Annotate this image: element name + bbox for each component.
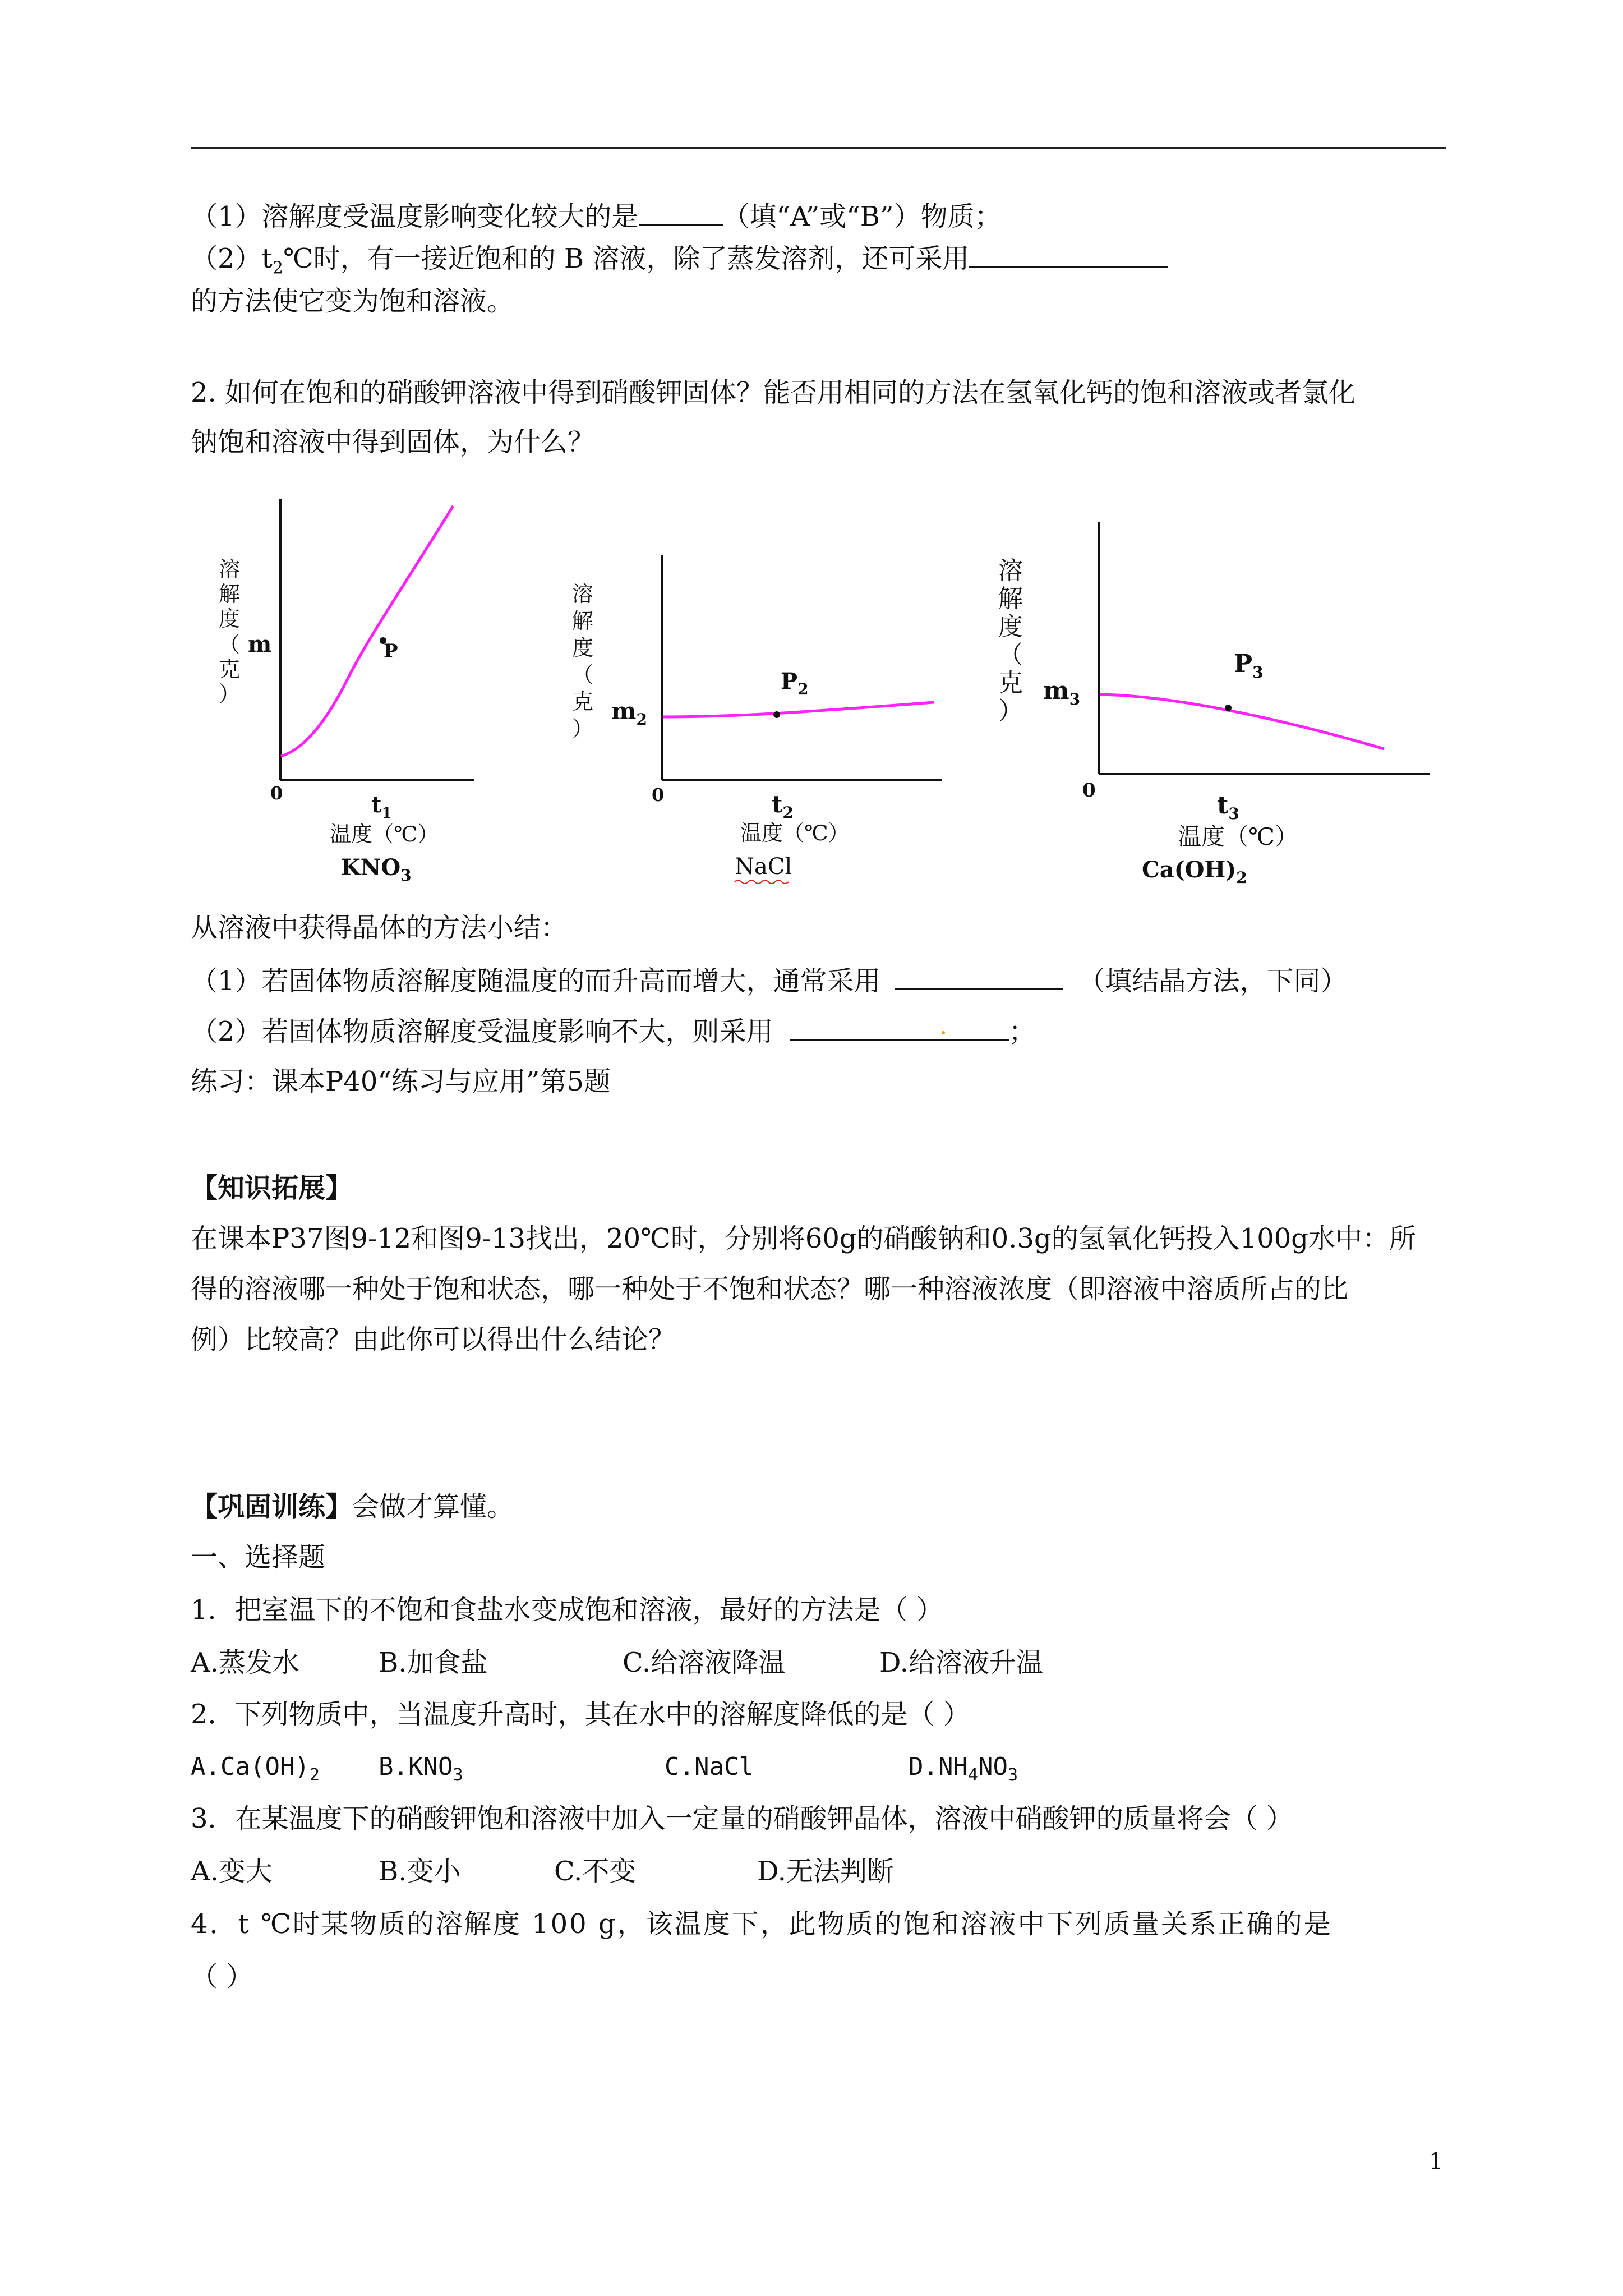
y-label-1: 溶 — [219, 557, 241, 582]
point-label: $P_2$ — [781, 668, 809, 698]
y-label-6: ） — [219, 682, 241, 706]
option-a[interactable]: A.变大 — [191, 1856, 273, 1887]
solubility-graph-nacl — [566, 539, 948, 898]
subscript: 2 — [272, 258, 283, 278]
option-d[interactable]: D.给溶液升温 — [879, 1647, 1044, 1678]
answer-blank[interactable] — [639, 199, 723, 226]
q1-line-3: 的方法使它变为饱和溶液。 — [191, 286, 514, 317]
question-3-stem: 3．在某温度下的硝酸钾饱和溶液中加入一定量的硝酸钾晶体，溶液中硝酸钾的质量将会（ ） — [191, 1803, 1293, 1834]
substance-label: NaCl — [735, 854, 792, 880]
y-label-1: 溶 — [572, 582, 594, 606]
y-label-2: 解 — [572, 609, 594, 633]
option-a[interactable]: A.蒸发水 — [191, 1647, 299, 1678]
extension-line-2: 得的溶液哪一种处于饱和状态，哪一种处于不饱和状态？哪一种溶液浓度（即溶液中溶质所占的比 — [191, 1273, 1349, 1305]
substance-label: $KNO_3$ — [341, 854, 412, 885]
y-tick-m2: $m_2$ — [611, 697, 647, 729]
spellcheck-underline — [735, 880, 789, 884]
y-tick-m3: $m_3$ — [1043, 677, 1081, 708]
solubility-curve — [663, 702, 934, 717]
option-b[interactable]: B.变小 — [379, 1856, 461, 1887]
y-label-3: 度 — [998, 613, 1023, 641]
q1-text: （2）t — [191, 243, 273, 274]
point-p2 — [773, 711, 780, 718]
y-label-2: 解 — [219, 582, 241, 606]
extension-line-3: 例）比较高？由此你可以得出什么结论？ — [191, 1324, 676, 1355]
extension-line-1: 在课本P37图9-12和图9-13找出，20℃时，分别将60g的硝酸钠和0.3g的氢氧化钙投入100g水中：所 — [191, 1223, 1417, 1254]
page-number: 1 — [1429, 2148, 1444, 2174]
y-label-4: （ — [998, 641, 1023, 669]
summary-title: 从溶液中获得晶体的方法小结： — [191, 912, 568, 944]
y-tick-m: m — [248, 631, 272, 657]
y-label-6: ） — [998, 697, 1023, 725]
summary-text-tail: （填结晶方法，下同） — [1078, 965, 1348, 997]
option-c[interactable]: C.NaCl — [665, 1752, 754, 1781]
x-tick-t2: $t_2$ — [772, 790, 794, 822]
y-label-1: 溶 — [998, 556, 1023, 585]
option-a[interactable]: $A.Ca(OH)_2$ — [191, 1752, 320, 1785]
option-d[interactable]: D.无法判断 — [757, 1856, 895, 1887]
q1-line-1 — [191, 199, 1002, 233]
x-axis-label: 温度（℃） — [740, 821, 850, 845]
y-label-3: 度 — [572, 636, 594, 660]
y-label-5: 克 — [998, 669, 1023, 697]
solubility-graph-caoh2 — [987, 516, 1436, 898]
x-axis-label: 温度（℃） — [330, 822, 439, 846]
training-heading-label: 【巩固训练】 — [191, 1491, 353, 1522]
x-tick-t: $t_1$ — [371, 792, 392, 822]
q1-text: ℃时，有一接近饱和的 B 溶液，除了蒸发溶剂，还可采用 — [283, 243, 970, 274]
option-b[interactable]: $B.KNO_3$ — [379, 1752, 463, 1785]
q2-line-2: 钠饱和溶液中得到固体，为什么？ — [191, 426, 595, 458]
x-axis-label: 温度（℃） — [1178, 823, 1298, 850]
q1-text-tail: （填“A”或“B”）物质； — [722, 201, 1002, 232]
option-c[interactable]: C.不变 — [554, 1856, 637, 1887]
origin-label: 0 — [652, 784, 665, 806]
option-c[interactable]: C.给溶液降温 — [623, 1647, 786, 1678]
y-label-4: （ — [219, 632, 241, 657]
answer-blank[interactable] — [969, 241, 1168, 268]
question-4-line-2: （ ） — [191, 1961, 253, 1993]
section-title: 一、选择题 — [191, 1542, 326, 1573]
y-label-5: 克 — [219, 657, 241, 682]
extension-heading: 【知识拓展】 — [191, 1172, 353, 1204]
question-2-stem: 2．下列物质中，当温度升高时，其在水中的溶解度降低的是（ ） — [191, 1699, 970, 1730]
x-tick-t3: $t_3$ — [1217, 791, 1239, 823]
solubility-curve — [1100, 694, 1384, 749]
y-label-5: 克 — [572, 689, 594, 714]
q2-line-1: 2. 如何在饱和的硝酸钾溶液中得到硝酸钾固体？能否用相同的方法在氢氧化钙的饱和溶液或者氯化 — [191, 377, 1356, 408]
y-label-2: 解 — [998, 585, 1023, 613]
summary-text: （1）若固体物质溶解度随温度的而升高而增大，通常采用 — [191, 965, 881, 997]
question-4-line-1: 4．t ℃时某物质的溶解度 100 g，该温度下，此物质的饱和溶液中下列质量关系正确的是 — [191, 1908, 1332, 1940]
summary-text-tail: ； — [1008, 1016, 1036, 1047]
y-label-6: ） — [572, 716, 594, 741]
point-p3 — [1225, 705, 1232, 711]
header-rule — [191, 147, 1446, 149]
summary-item-1 — [191, 964, 1348, 998]
point-label: $P_3$ — [1234, 650, 1264, 682]
training-heading — [191, 1490, 514, 1524]
answer-blank[interactable] — [895, 964, 1063, 990]
solubility-graph-kno3 — [208, 494, 477, 898]
origin-label: 0 — [1082, 779, 1096, 802]
marker-dot — [942, 1031, 945, 1034]
solubility-curve — [281, 506, 453, 756]
y-label-3: 度 — [219, 606, 241, 631]
training-heading-suffix: 会做才算懂。 — [352, 1491, 514, 1522]
point-label: P — [384, 640, 398, 662]
substance-label: $Ca(OH)_2$ — [1142, 857, 1247, 887]
origin-label: 0 — [270, 783, 283, 804]
option-d[interactable]: $D.NH_4NO_3$ — [909, 1752, 1018, 1785]
summary-text: （2）若固体物质溶解度受温度影响不大，则采用 — [191, 1016, 773, 1047]
option-b[interactable]: B.加食盐 — [379, 1647, 488, 1678]
y-label-4: （ — [572, 662, 594, 687]
q1-text: （1）溶解度受温度影响变化较大的是 — [191, 201, 639, 232]
q1-line-2 — [191, 241, 1168, 278]
answer-blank[interactable] — [790, 1014, 1009, 1041]
question-1-stem: 1．把室温下的不饱和食盐水变成饱和溶液，最好的方法是（ ） — [191, 1594, 943, 1626]
practice-line: 练习：课本P40“练习与应用”第5题 — [191, 1066, 611, 1097]
summary-item-2 — [191, 1014, 1036, 1048]
